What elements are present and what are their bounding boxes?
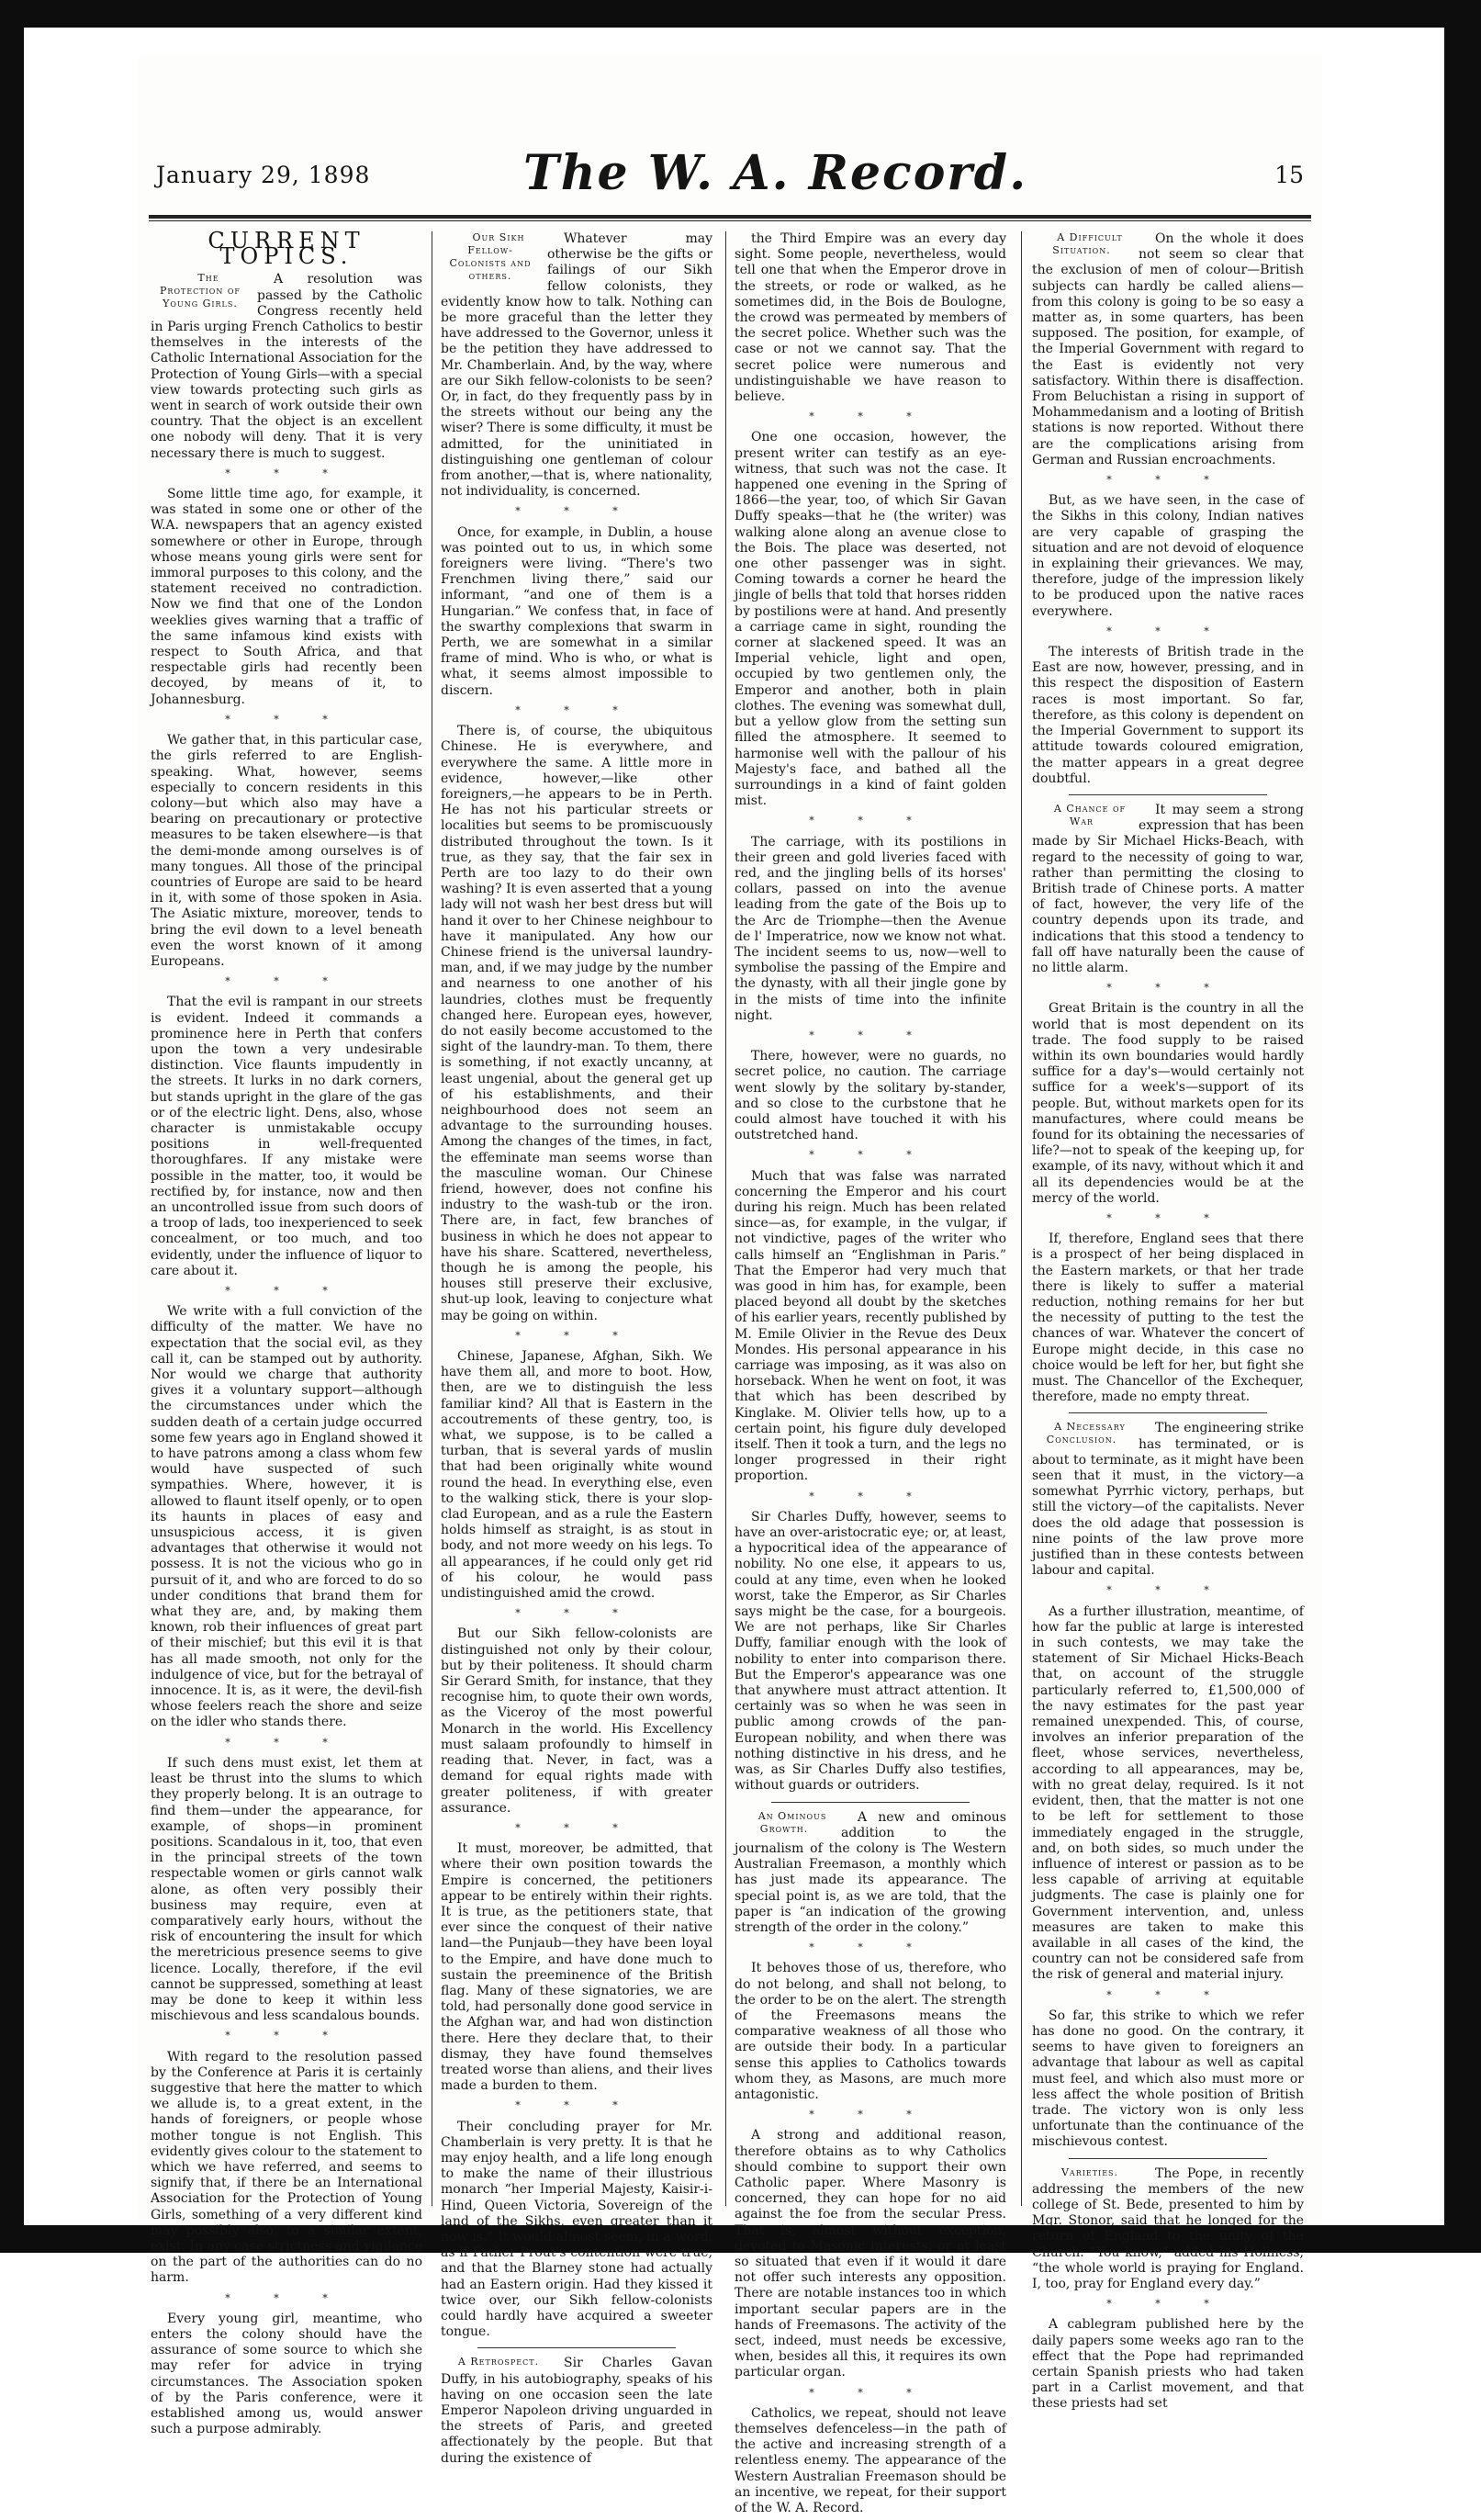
article-paragraph: On the whole it does not seem so clear that the exclusion of men of colour—British subjects can hardly be called aliens—from this colony is going to be so easy a matter as, in some quarters, has been supposed. The position, for example, of the Imperial Government with regard to the East is evidently not very satisfactory. Within there is disaffection. From Beluchistan a rising in support of Mohammedanism and a looting of British stations is now reported. Without there are the complications arising from German and Russian encroachments.	[1032, 231, 1304, 467]
newspaper-title: The W. A. Record.	[523, 145, 1028, 201]
side-heading: A Difficult Situation.	[1052, 231, 1123, 256]
article-paragraph: the Third Empire was an every day sight. Some people, nevertheless, would tell one that when the Emperor drove in the streets, or rode or walked, as he sometimes did, in the Bois de Boulogne, the crowd was permeated by members of the secret police. Whether such was the case or not we cannot say. That the secret police were numerous and undistinguishable we have reason to believe.	[735, 231, 1006, 405]
asterism: * * *	[809, 1149, 932, 1162]
side-heading: A Chance of War	[1053, 802, 1127, 827]
asterism: * * *	[1106, 1211, 1229, 1224]
scan-edge-top	[0, 0, 1481, 28]
article-paragraph: As a further illustration, meantime, of how far the public at large is interested in such contests, we may take the statement of Sir Michael Hicks-Beach that, on account of the struggle particularly referred to, £1,500,000 of the navy estimates for the past year remained unexpended. This, of course, involves an inferior preparation of the fleet, whose services, nevertheless, according to all appearances, may be, with no great delay, required. Is it not evident, then, that the matter is not one to be left for settlement to those immediately engaged in the struggle, and, on both sides, so much under the influence of interest or passion as to be less capable of arriving at equitable judgments. The case is plainly one for Government intervention, and, unless measures are taken to make this available in all cases of the kind, the country can not be considered safe from the risk of general and material injury.	[1032, 1603, 1304, 1983]
section-divider	[477, 2347, 676, 2348]
article-paragraph: Their concluding prayer for Mr. Chamberlain is very pretty. It is that he may enjoy health, and a life long enough to make the name of their illustrious monarch “her Imperial Majesty, Kaisir-i-Hind, Queen Victoria, Sovereign of the land of the Sikhs, even greater than it now is.” It would almost seem, in a word, as if Father Prout's contention were true, and that the Blarney stone had actually had an Eastern origin. Had they kissed it twice over, our Sikh fellow-colonists could hardly have acquired a sweeter tongue.	[441, 2119, 712, 2340]
asterism: * * *	[809, 1490, 932, 1502]
asterism: * * *	[1106, 624, 1229, 637]
asterism: * * *	[515, 1329, 638, 1342]
article-paragraph: The Pope, in recently addressing the members of the new college of St. Bede, presented to him by Mgr. Stonor, said that he longed for the return of England to the unity of the Church. “You know,” added his Holiness, “the whole world is praying for England. I, too, pray for England every day.”	[1032, 2166, 1304, 2291]
asterism: * * *	[225, 2030, 348, 2042]
asterism: * * *	[1106, 2298, 1229, 2311]
column-rule-3	[1021, 231, 1022, 2206]
asterism: * * *	[809, 2386, 932, 2399]
article-paragraph: A strong and additional reason, therefore obtains as to why Catholics should combine to support their own Catholic paper. Where Masonry is concerned, they can hope for no aid against the foe from the secular Press. That is, almost without exception, devoted to Masonic interests, or at least so situated that even if it would it dare not offer such interests any opposition. There are notable instances too in which important secular papers are in the hands of Freemasons. The activity of the sect, indeed, must needs be excessive, when, besides all this, it requires its own particular organ.	[735, 2128, 1006, 2380]
asterism: * * *	[809, 1029, 932, 1041]
section-divider	[771, 1802, 970, 1803]
asterism: * * *	[225, 1285, 348, 1297]
newspaper-page	[138, 55, 1322, 2516]
article-paragraph: A resolution was passed by the Catholic Congress recently held in Paris urging French Catholics to bestir themselves in the interests of the Catholic International Association for the Protection of Young Girls—with a special view towards protecting such girls as went in search of work outside their own country. That the object is an excellent one nobody will deny. That it is very necessary there is much to suggest.	[151, 272, 422, 461]
asterism: * * *	[515, 703, 638, 716]
asterism: * * *	[1106, 1584, 1229, 1597]
asterism: * * *	[515, 1607, 638, 1620]
article-paragraph: Sir Charles Gavan Duffy, in his autobiography, speaks of his having on one occasion seen the late Emperor Napoleon driving unguarded in the streets of Paris, and greeted affectionately by the people. But that during the existence of	[441, 2356, 712, 2466]
article-paragraph: Chinese, Japanese, Afghan, Sikh. We have them all, and more to boot. How, then, are we to distinguish the less familiar kind? All that is Eastern in the accoutrements of these gentry, too, is what, we suppose, is to be called a turban, that is several yards of muslin that had been originally white wound round the head. In everything else, even to the walking stick, there is your slop-clad European, and as a rule the Eastern holds himself as straight, is as stout in body, and not more weedy on his legs. To all appearances, if he could only get rid of his colour, he would pass undistinguished amid the crowd.	[441, 1349, 712, 1602]
article-paragraph: Much that was false was narrated concerning the Emperor and his court during his reign. Much has been related since—as, for example, in the vulgar, if not vindictive, pages of the writer who calls himself an “Englishman in Paris.” That the Emperor had very much that was good in him has, for example, been placed beyond all doubt by the sketches of his earlier years, recently published by M. Emile Olivier in the Revue des Deux Mondes. His personal appearance in his carriage was imposing, as it was also on horseback. When he went on foot, it was that which has been described by Kinglake. M. Olivier tells how, up to a certain point, his figure duly developed itself. Then it took a turn, and the legs no longer progressed in their right proportion.	[735, 1168, 1006, 1484]
asterism: * * *	[809, 411, 932, 423]
article-paragraph: That the evil is rampant in our streets is evident. Indeed it commands a prominence here in Perth that confers upon the town a very undesirable distinction. Vice flaunts impudently in the streets. It lurks in no dark corners, but stands upright in the glare of the gas or of the electric light. Dens, also, whose character is unmistakable occupy positions in well-frequented thoroughfares. If any mistake were possible in the matter, too, it would be rectified by, for instance, now and then an uncontrolled issue from such doors of a troop of lads, too inexperienced to seek concealment, or too much, and too evidently, under the influence of liquor to care about it.	[151, 995, 422, 1278]
side-heading: A Retrospect.	[457, 2356, 540, 2368]
asterism: * * *	[809, 815, 932, 827]
article-paragraph: But our Sikh fellow-colonists are distinguished not only by their colour, but by their politeness. It should charm Sir Gerard Smith, for instance, that they recognise him, to quote their own words, as the Viceroy of the most powerful Monarch in the world. His Excellency must salaam profoundly to himself in reading that. Never, in fact, was a demand for equal rights made with greater politeness, if with greater assurance.	[441, 1626, 712, 1816]
section-divider	[1069, 2158, 1267, 2159]
article-paragraph: If, therefore, England sees that there is a prospect of her being displaced in the Eastern markets, or that her trade there is likely to suffer a material reduction, nothing remains for her but the necessity of putting to the test the chances of war. Whatever the concert of Europe might decide, in this case no choice would be left for her, but fight she must. The Chancellor of the Exchequer, therefore, made no empty threat.	[1032, 1232, 1304, 1405]
asterism: * * *	[225, 467, 348, 479]
asterism: * * *	[809, 1941, 932, 1954]
article-paragraph: The engineering strike has terminated, or is about to terminate, as it might have been seen that it must, in the victory—a somewhat Pyrrhic victory, perhaps, but still the victory—of the capitalists. Never does the old adage that possession is nine points of the law prove more justified than in these contests between labour and capital.	[1032, 1421, 1304, 1579]
column-rule-2	[725, 231, 726, 2206]
article-paragraph: Whatever may otherwise be the gifts or failings of our Sikh fellow colonists, they evidently know how to talk. Nothing can be more graceful than the letter they have addressed to the Governor, unless it be the petition they have addressed to Mr. Chamberlain. And, by the way, where are our Sikh fellow-colonists to be seen? Or, in fact, do they frequently pass by in the streets without our being any the wiser? There is some difficulty, it must be admitted, for the uninitiated in distinguishing one gentleman of colour from another,—that is, where nationality, not individuality, is concerned.	[441, 231, 712, 500]
masthead	[138, 55, 1322, 201]
article-paragraph: There, however, were no guards, no secret police, no caution. The carriage went slowly by the solitary by-stander, and so close to the curbstone that he could almost have touched it with his outstretched hand.	[735, 1049, 1006, 1143]
article-paragraph: One one occasion, however, the present writer can testify as an eye-witness, that such was not the case. It happened one evening in the Spring of 1866—the year, too, of which Sir Gavan Duffy speaks—that he (the writer) was walking alone along an avenue close to the Bois. The place was deserted, not one other passenger was in sight. Coming towards a corner he heard the jingle of bells that told that horses ridden by postilions were at hand. And presently a carriage came in sight, rounding the corner at slackened speed. It was an Imperial vehicle, light and open, occupied by two gentlemen only, the Emperor and another, both in plain clothes. The evening was somewhat dull, but a yellow glow from the setting sun filled the atmosphere. It seemed to harmonise well with the pallour of his Majesty's face, and bathed all the surroundings in a kind of faint golden mist.	[735, 430, 1006, 809]
asterism: * * *	[515, 1821, 638, 1834]
article-paragraph: If such dens must exist, let them at least be thrust into the slums to which they properly belong. It is an outrage to find them—under the appearance, for example, of shops—in prominent positions. Scandalous in it, too, that even in the principal streets of the town respectable women or girls cannot walk alone, as often very possibly their business may require, even at comparatively early hours, without the risk of encountering the insult for which the meretricious presence seems to give licence. Locally, therefore, if the evil cannot be suppressed, something at least may be done to keep it within less mischievous and less scandalous bounds.	[151, 1755, 422, 2024]
side-heading: An Ominous Growth.	[757, 1809, 827, 1835]
article-paragraph: Once, for example, in Dublin, a house was pointed out to us, in which some foreigners were living. “There's two Frenchmen living there,” said our informant, “and one of them is a Hungarian.” We confess that, in face of the swarthy complexions that swarm in Perth, we are somewhat in a similar frame of mind. Who is who, or what is what, it seems almost impossible to discern.	[441, 524, 712, 698]
article-paragraph: Catholics, we repeat, should not leave themselves defenceless—in the path of the active and increasing strength of a relentless enemy. The appearance of the Western Australian Freemason should be an incentive, we repeat, for their support of the W. A. Record.	[735, 2405, 1006, 2516]
issue-date: January 29, 1898	[156, 162, 371, 188]
scan-edge-left	[0, 0, 24, 2253]
side-heading: Our Sikh Fellow-Colonists and others.	[449, 231, 532, 282]
asterism: * * *	[1106, 474, 1229, 487]
article-paragraph: Every young girl, meantime, who enters the colony should have the assurance of some source to which she may refer for advice in trying circumstances. The Association spoken of by the Paris conference, were it established among us, would answer such a purpose admirably.	[151, 2311, 422, 2437]
article-paragraph: It must, moreover, be admitted, that where their own position towards the Empire is concerned, the petitioners appear to be entirely within their rights. It is true, as the petitioners state, that ever since the conquest of their native land—the Punjaub—they have been loyal to the Empire, and have done much to sustain the preeminence of the British flag. Many of these signatories, we are told, had personally done good service in the Afghan war, and had won distinction there. Here they declare that, to their dismay, they have found themselves treated worse than aliens, and their lives made a burden to them.	[441, 1841, 712, 2094]
asterism: * * *	[515, 2099, 638, 2112]
asterism: * * *	[225, 713, 348, 726]
asterism: * * *	[1106, 982, 1229, 995]
article-paragraph: Great Britain is the country in all the world that is most dependent on its trade. The food supply to be raised within its own boundaries would hardly suffice for a day's—would certainly not suffice for a week's—support of its people. But, without markets open for its manufactures, where could means be found for its obtaining the necessaries of life?—not to speak of the keeping up, for example, of its navy, without which it and all its dependencies would be at the mercy of the world.	[1032, 1001, 1304, 1206]
article-paragraph: But, as we have seen, in the case of the Sikhs in this colony, Indian natives are very capable of grasping the situation and are not devoid of eloquence in explaining their grievances. We may, therefore, judge of the impression likely to be produced upon the native races everywhere.	[1032, 493, 1304, 619]
article-paragraph: We write with a full conviction of the difficulty of the matter. We have no expectation that the social evil, as they call it, can be stamped out by authority. Nor would we charge that authority gives it a voluntary support—although the circumstances under which the sudden death of a certain judge occurred some few years ago in England showed it to have patrons among a class whom few would have suspected of such sympathies. Where, however, it is allowed to flaunt itself openly, or to open its haunts in places of easy and unsuspicious access, it is given advantages that otherwise it would not possess. It is not the vicious who go in pursuit of it, and who are forced to do so under conditions that brand them for what they are, and, by making them known, rob their influences of great part of their mischief; but this evil it is that has all made smooth, not only for the indulgence of vice, but for the betrayal of innocence. It is, as it were, the devil-fish whose feelers reach the shore and seize on the idler who stands there.	[151, 1304, 422, 1730]
asterism: * * *	[225, 975, 348, 988]
asterism: * * *	[1106, 1988, 1229, 2001]
asterism: * * *	[225, 1736, 348, 1749]
asterism: * * *	[809, 2109, 932, 2121]
article-paragraph: With regard to the resolution passed by the Conference at Paris it is certainly suggestive that here the matter to which we allude is, to a great extent, in the hands of foreigners, or people whose mother tongue is not English. This evidently gives colour to the statement to which we have referred, and seems to signify that, if there be an International Association for the Protection of Young Girls, something of a very different kind may possibly also, to a similar extent, exist. In any case strictness and vigilance on the part of the authorities can do no harm.	[151, 2049, 422, 2286]
article-paragraph: It behoves those of us, therefore, who do not belong, and shall not belong, to the order to be on the alert. The strength of the Freemasons means the comparative weakness of all those who are outside their body. In a particular sense this applies to Catholics towards whom they, as Masons, are much more antagonistic.	[735, 1961, 1006, 2102]
column-2	[441, 231, 712, 2470]
article-paragraph: Sir Charles Duffy, however, seems to have an over-aristocratic eye; or, at least, a hypocritical idea of the appearance of nobility. No one else, it appears to us, could at any time, even when he looked worst, take the Emperor, as Sir Charles says might be the case, for a bourgeois. We are not perhaps, like Sir Charles Duffy, familiar enough with the look of nobility to enter into comparison there. But the Emperor's appearance was one that anywhere must attract attention. It certainly was so when he was seen in public among crowds of the pan-European nobility, and when there was nothing distinctive in his dress, and he was, as Sir Charles Duffy also testifies, without guards or outriders.	[735, 1509, 1006, 1794]
article-paragraph: A new and ominous addition to the journalism of the colony is The Western Australian Freemason, a monthly which has just made its appearance. The special point is, as we are told, that the paper is “an indication of the growing strength of the order in the colony.”	[735, 1809, 1006, 1935]
article-paragraph: So far, this strike to which we refer has done no good. On the contrary, it seems to have given to foreigners an advantage that labour as well as capital must feel, and which also must more or less affect the whole position of British trade. The victory won is only less unfortunate than the continuance of the mischievous contest.	[1032, 2008, 1304, 2150]
section-heading: CURRENT TOPICS.	[208, 228, 365, 270]
masthead-rule	[149, 215, 1311, 219]
section-divider	[1069, 1412, 1267, 1413]
article-paragraph: A cablegram published here by the daily papers some weeks ago ran to the effect that the Pope had reprimanded certain Spanish priests who had taken part in a Carlist movement, and that these priests had set	[1032, 2317, 1304, 2412]
article-paragraph: We gather that, in this particular case, the girls referred to are English-speaking. What, however, seems especially to concern residents in this colony—but which also may have a bearing on precautionary or protective measures to be taken elsewhere—is that the demi-monde among ourselves is of many tongues. All those of the principal countries of Europe are said to be heard in it, with some of those spoken in Asia. The Asiatic mixture, moreover, tends to bring the evil down to a level beneath even the worst known of it among Europeans.	[151, 733, 422, 969]
column-3	[735, 231, 1006, 2520]
section-divider	[1069, 794, 1267, 795]
article-paragraph: Some little time ago, for example, it was stated in some one or other of the W.A. newspapers that an agency existed somewhere or other in Europe, through whose means young girls were sent for immoral purposes to this colony, and the statement received no contradiction. Now we find that one of the London weeklies gives warning that a traffic of the same infamous kind exists with respect to South Africa, and that respectable girls had recently been decoyed, by means of it, to Johannesburg.	[151, 487, 422, 707]
side-heading: Varieties.	[1060, 2166, 1119, 2178]
scan-edge-right	[1444, 0, 1481, 2253]
article-paragraph: The carriage, with its postilions in their green and gold liveries faced with red, and the jingling bells of its horses' collars, passed on into the avenue leading from the gate of the Bois up to the Arc de Triomphe—then the Avenue de l' Imperatrice, now we know not what. The incident seems to us, now—well to symbolise the passing of the Empire and the dynasty, with all their jingle gone by in the mists of time into the infinite night.	[735, 834, 1006, 1023]
asterism: * * *	[515, 505, 638, 518]
column-4	[1032, 231, 1304, 2416]
page-number: 15	[1274, 162, 1304, 188]
article-paragraph: There is, of course, the ubiquitous Chinese. He is everywhere, and everywhere the same. A little more in evidence, however,—like other foreigners,—he appears to be in Perth. He has not his particular streets or localities but seems to be promiscuously distributed throughout the town. Is it true, as they say, that the fair sex in Perth are too lazy to do their own washing? It is even asserted that a young lady will not wash her best dress but will hand it over to her Chinese neighbour to have it manipulated. Any how our Chinese friend is the universal laundry-man, and, if we may judge by the number and nearness to one another of his laundries, clothes must be frequently changed here. European eyes, however, do not easily become accustomed to the sight of the laundry-man. To them, there is something, if not exactly uncanny, at least ungenial, about the general get up of his establishments, and their neighbourhood does not seem an advantage to the surrounding houses. Among the changes of the times, in fact, the effeminate man seems worse than the masculine woman. Our Chinese friend, however, does not confine his industry to the wash-tub or the iron. There are, in fact, few branches of business in which he does not appear to have his share. Scattered, nevertheless, though he is among the people, his houses still preserve their exclusive, shut-up look, leaving to conjecture what may be going on within.	[441, 724, 712, 1323]
masthead-rule-thin	[149, 220, 1311, 221]
article-paragraph: It may seem a strong expression that has been made by Sir Michael Hicks-Beach, with regard to the necessity of going to war, rather than permitting the closing to British trade of Chinese ports. A matter of fact, however, the very life of the country depends upon its trade, and indications that this stood a tendency to fall off have naturally been the cause of no little alarm.	[1032, 802, 1304, 975]
column-1	[151, 228, 422, 2441]
side-heading: A Necessary Conclusion.	[1046, 1421, 1126, 1446]
asterism: * * *	[225, 2291, 348, 2304]
side-heading: The Protection of Young Girls.	[160, 272, 241, 310]
article-paragraph: The interests of British trade in the East are now, however, pressing, and in this respect the disposition of Eastern races is most important. So far, therefore, as this colony is dependent on the Imperial Government to support its attitude towards coloured emigration, the matter appears in a great degree doubtful.	[1032, 645, 1304, 786]
